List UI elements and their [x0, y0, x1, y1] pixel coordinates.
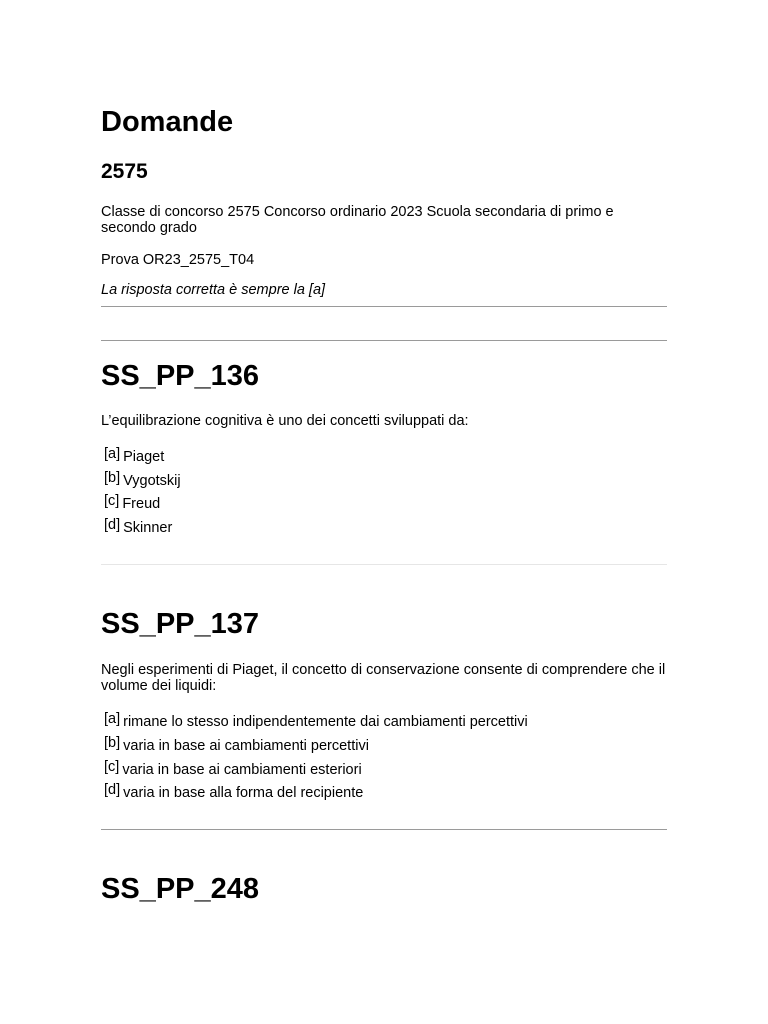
- answer-option: [104, 472, 181, 490]
- answer-note: La risposta corretta è sempre la [a]: [101, 282, 326, 298]
- prova-code: Prova OR23_2575_T04: [101, 252, 255, 268]
- option-letter: [a]: [104, 711, 121, 727]
- option-letter: [c]: [104, 759, 120, 775]
- question-text: Negli esperimenti di Piaget, il concetto di conservazione consente di comprendere che il volume dei liquidi:: [101, 662, 666, 694]
- option-letter: [d]: [104, 517, 121, 533]
- answer-option: [104, 784, 363, 802]
- option-text: varia in base ai cambiamenti percettivi: [123, 738, 369, 754]
- option-text: varia in base ai cambiamenti esteriori: [122, 762, 362, 778]
- answer-option: [104, 713, 528, 731]
- option-text: Skinner: [123, 520, 173, 536]
- option-text: rimane lo stesso indipendentemente dai cambiamenti percettivi: [123, 714, 528, 730]
- question-code: SS_PP_137: [101, 608, 260, 640]
- option-text: Vygotskij: [123, 473, 181, 489]
- answer-option: [104, 761, 362, 779]
- divider: [101, 564, 667, 565]
- question-code: SS_PP_248: [101, 873, 260, 905]
- option-text: Piaget: [123, 449, 165, 465]
- class-description: Classe di concorso 2575 Concorso ordinario 2023 Scuola secondaria di primo e secondo grado: [101, 204, 614, 236]
- divider: [101, 829, 667, 830]
- option-text: Freud: [122, 496, 161, 512]
- answer-option: [104, 495, 160, 513]
- question-text: L’equilibrazione cognitiva è uno dei concetti sviluppati da:: [101, 413, 469, 429]
- option-letter: [a]: [104, 446, 121, 462]
- answer-option: [104, 448, 164, 466]
- document-subtitle: 2575: [101, 160, 148, 183]
- answer-option: [104, 737, 369, 755]
- option-letter: [c]: [104, 493, 120, 509]
- question-code: SS_PP_136: [101, 360, 260, 392]
- divider: [101, 340, 667, 341]
- divider: [101, 306, 667, 307]
- answer-option: [104, 519, 172, 537]
- option-letter: [b]: [104, 470, 121, 486]
- document-title: Domande: [101, 106, 234, 138]
- option-letter: [b]: [104, 735, 121, 751]
- option-text: varia in base alla forma del recipiente: [123, 785, 364, 801]
- option-letter: [d]: [104, 782, 121, 798]
